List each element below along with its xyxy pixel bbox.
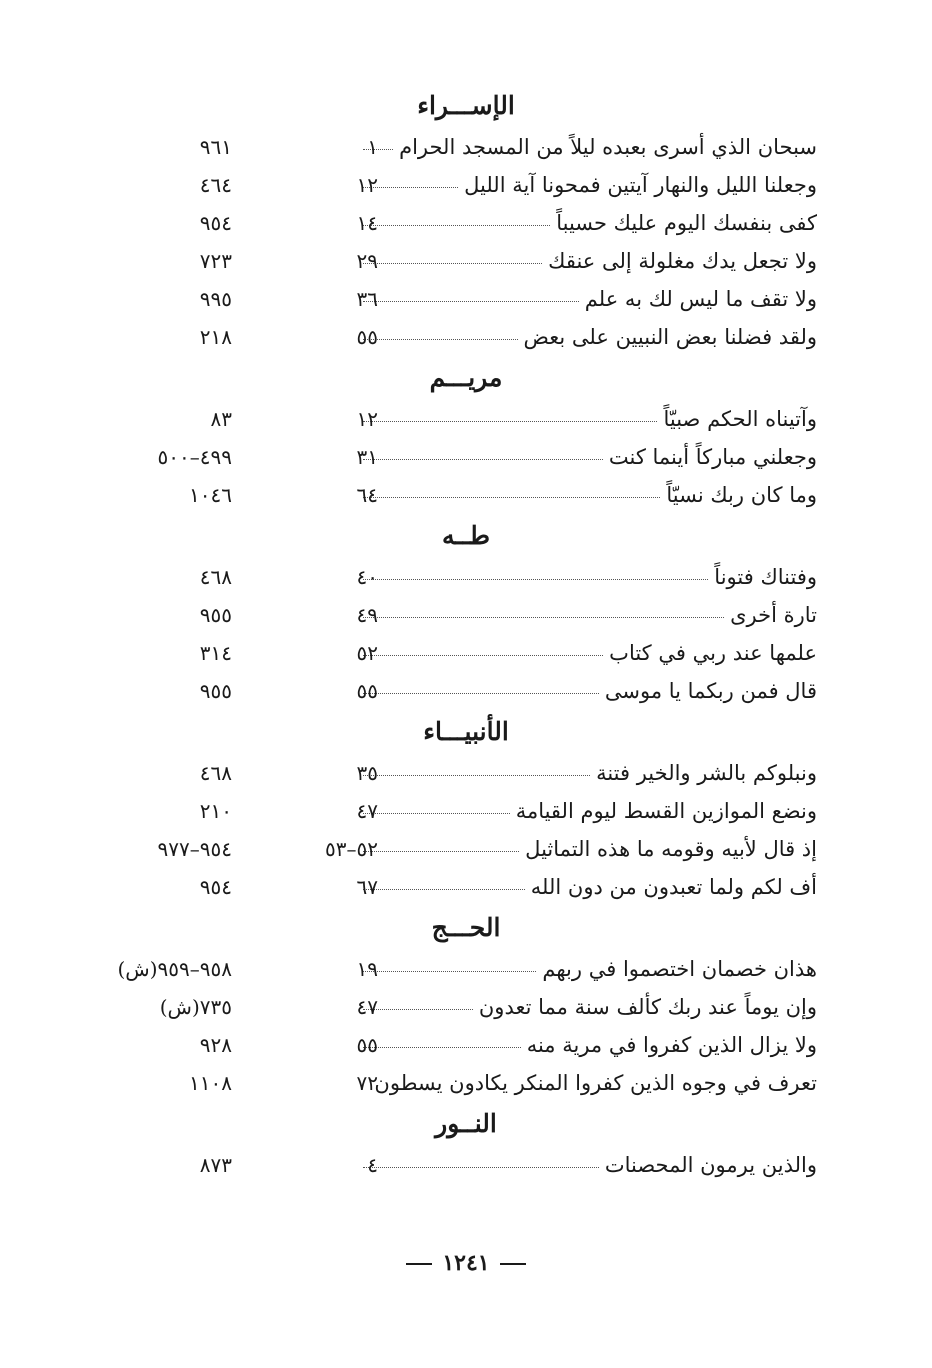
page-reference: ٧٣٥(ش) [159, 995, 232, 1019]
verse-text: تارة أخرى [730, 603, 817, 627]
verse-cell [357, 988, 817, 1026]
index-entry [0, 596, 932, 634]
index-entry [0, 280, 932, 318]
ayah-number: ٤٧ [356, 799, 378, 823]
index-entry [0, 634, 932, 672]
verse-cell [357, 166, 817, 204]
page-reference: ٩٥٤–٩٧٧ [157, 837, 232, 861]
page-reference: ٨٧٣ [199, 1153, 232, 1177]
index-entry [0, 868, 932, 906]
verse-text: هذان خصمان اختصموا في ربهم [542, 957, 817, 981]
dot-leader [363, 616, 724, 618]
index-entry [0, 754, 932, 792]
verse-cell [357, 476, 817, 514]
verse-text: وإن يوماً عند ربك كألف سنة مما تعدون [478, 995, 817, 1019]
dot-leader [363, 262, 542, 264]
verse-cell [357, 1026, 817, 1064]
index-entry [0, 400, 932, 438]
verse-cell [357, 318, 817, 356]
page-reference: ١١٠٨ [189, 1071, 232, 1095]
dot-leader [363, 300, 579, 302]
surah-heading: مريـــم [429, 363, 503, 392]
verse-cell [357, 128, 817, 166]
page-reference: ٩٢٨ [199, 1033, 232, 1057]
ayah-number: ٦٧ [356, 875, 378, 899]
verse-text: وفتناك فتوناً [714, 565, 817, 589]
page-reference: ٩٦١ [199, 135, 232, 159]
dot-leader [363, 888, 525, 890]
dot-leader [363, 578, 708, 580]
page-number-dash [406, 1263, 432, 1265]
verse-text: قال فمن ربكما يا موسى [604, 679, 817, 703]
verse-cell [357, 1064, 817, 1102]
verse-text: ونضع الموازين القسط ليوم القيامة [515, 799, 817, 823]
ayah-number: ٤٩ [356, 603, 378, 627]
page-reference: ٣١٤ [199, 641, 232, 665]
dot-leader [363, 458, 603, 460]
verse-cell [357, 400, 817, 438]
ayah-number: ٤ [367, 1153, 378, 1177]
page-reference: ٩٥٥ [199, 679, 232, 703]
verse-cell [357, 596, 817, 634]
index-entry [0, 988, 932, 1026]
verse-cell [357, 792, 817, 830]
surah-heading: الأنبيـــاء [423, 717, 509, 746]
ayah-number: ١٩ [356, 957, 378, 981]
ayah-number: ١٢ [356, 407, 378, 431]
dot-leader [363, 692, 599, 694]
dot-leader [363, 1008, 473, 1010]
verse-text: إذ قال لأبيه وقومه ما هذه التماثيل [525, 837, 817, 861]
page-reference: ٤٦٨ [199, 761, 232, 785]
ayah-number: ١ [367, 135, 378, 159]
ayah-number: ٤٧ [356, 995, 378, 1019]
ayah-number: ٥٢ [356, 641, 378, 665]
index-entry [0, 128, 932, 166]
surah-heading: الإســـراء [417, 91, 515, 120]
surah-heading: النــور [435, 1109, 497, 1138]
page-reference: ٨٣ [210, 407, 232, 431]
verse-text: تعرف في وجوه الذين كفروا المنكر يكادون يسطون [374, 1071, 817, 1095]
ayah-number: ١٤ [356, 211, 378, 235]
ayah-number: ٧٢ [356, 1071, 378, 1095]
page-reference: ٩٥٥ [199, 603, 232, 627]
verse-text: وجعلني مباركاً أينما كنت [608, 445, 817, 469]
ayah-number: ٥٥ [356, 325, 378, 349]
verse-cell [357, 280, 817, 318]
verse-cell [357, 634, 817, 672]
verse-text: ولا تقف ما ليس لك به علم [584, 287, 817, 311]
dot-leader [363, 1166, 599, 1168]
page-reference: ٧٢٣ [199, 249, 232, 273]
dot-leader [363, 224, 550, 226]
index-entry [0, 438, 932, 476]
verse-cell [357, 204, 817, 242]
verse-cell [357, 868, 817, 906]
ayah-number: ٣١ [356, 445, 378, 469]
verse-cell [357, 242, 817, 280]
page-reference: ٩٩٥ [199, 287, 232, 311]
verse-cell [357, 830, 817, 868]
index-entry [0, 830, 932, 868]
page-reference: ٢١٨ [199, 325, 232, 349]
verse-text: ولقد فضلنا بعض النبيين على بعض [523, 325, 817, 349]
page-number-dash [500, 1263, 526, 1265]
dot-leader [363, 338, 518, 340]
ayah-number: ٣٥ [356, 761, 378, 785]
verse-cell [357, 438, 817, 476]
index-entry [0, 1064, 932, 1102]
verse-cell [357, 1146, 817, 1184]
verse-text: أف لكم ولما تعبدون من دون الله [530, 875, 817, 899]
surah-heading: طــه [442, 521, 490, 550]
page-reference: ٤٦٨ [199, 565, 232, 589]
page-number-value: ١٢٤١ [442, 1250, 490, 1276]
index-entry [0, 242, 932, 280]
ayah-number: ٦٤ [356, 483, 378, 507]
page-reference: ٩٥٨–٩٥٩(ش) [117, 957, 232, 981]
page-reference: ٩٥٤ [199, 211, 232, 235]
surah-heading: الحـــج [431, 913, 501, 942]
index-entry [0, 166, 932, 204]
dot-leader [363, 1046, 521, 1048]
ayah-number: ٣٦ [356, 287, 378, 311]
index-entry [0, 476, 932, 514]
dot-leader [363, 850, 519, 852]
index-entry [0, 1026, 932, 1064]
dot-leader [363, 654, 603, 656]
verse-cell [357, 558, 817, 596]
verse-text: ونبلوكم بالشر والخير فتنة [596, 761, 817, 785]
verse-text: ولا يزال الذين كفروا في مرية منه [526, 1033, 817, 1057]
verse-text: وما كان ربك نسيّاً [666, 483, 817, 507]
index-entry [0, 1146, 932, 1184]
index-entry [0, 672, 932, 710]
verse-cell [357, 950, 817, 988]
dot-leader [363, 496, 660, 498]
verse-text: وجعلنا الليل والنهار آيتين فمحونا آية الليل [464, 173, 817, 197]
verse-text: سبحان الذي أسرى بعبده ليلاً من المسجد الحرام [399, 135, 817, 159]
page-reference: ٤٩٩–٥٠٠ [157, 445, 232, 469]
verse-text: كفى بنفسك اليوم عليك حسيباً [556, 211, 817, 235]
ayah-number: ٥٥ [356, 1033, 378, 1057]
dot-leader [363, 420, 657, 422]
ayah-number: ٢٩ [356, 249, 378, 273]
page-reference: ٩٥٤ [199, 875, 232, 899]
page-reference: ٢١٠ [199, 799, 232, 823]
ayah-number: ١٢ [356, 173, 378, 197]
index-entry [0, 792, 932, 830]
index-entry [0, 950, 932, 988]
page-reference: ١٠٤٦ [189, 483, 232, 507]
index-entry [0, 318, 932, 356]
ayah-number: ٥٢–٥٣ [325, 837, 378, 861]
ayah-number: ٤٠ [356, 565, 378, 589]
dot-leader [363, 970, 536, 972]
verse-text: علمها عند ربي في كتاب [609, 641, 817, 665]
ayah-number: ٥٥ [356, 679, 378, 703]
verse-cell [357, 672, 817, 710]
index-entry [0, 558, 932, 596]
verse-text: والذين يرمون المحصنات [604, 1153, 817, 1177]
dot-leader [363, 774, 590, 776]
verse-index [0, 84, 932, 1184]
verse-text: ولا تجعل يدك مغلولة إلى عنقك [548, 249, 817, 273]
verse-text: وآتيناه الحكم صبيّاً [663, 407, 817, 431]
page-reference: ٤٦٤ [199, 173, 232, 197]
page-number [0, 1250, 932, 1276]
verse-cell [357, 754, 817, 792]
index-entry [0, 204, 932, 242]
dot-leader [363, 812, 510, 814]
